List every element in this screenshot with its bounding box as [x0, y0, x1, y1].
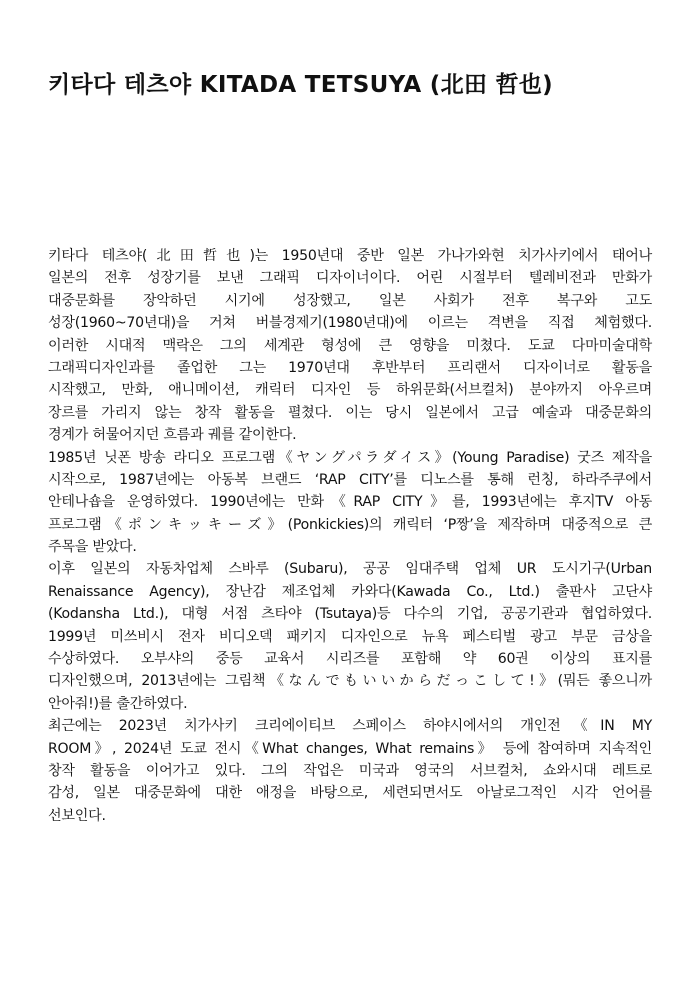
body-line: 1985년 닛폰 방송 라디오 프로그램《ヤングパラダイス》(Young Paradise) 굿즈 제작을	[48, 449, 652, 466]
body-line: Renaissance Agency), 장난감 제조업체 카와다(Kawada Co., Ltd.) 출판사 고단샤	[48, 583, 652, 600]
body-line: 안테나숍을 운영하였다. 1990년에는 만화《RAP CITY》를, 1993년에는 후지TV 아동	[48, 494, 652, 511]
body-line: 프로그램《ポンキッキーズ》(Ponkickies)의 캐릭터 ‘P짱’을 제작하며 대중적으로 큰	[48, 516, 652, 533]
body-line: 성장(1960~70년대)을 거쳐 버블경제기(1980년대)에 이르는 격변을 직접 체험했다.	[48, 315, 652, 332]
body-line: 이후 일본의 자동차업체 스바루 (Subaru), 공공 임대주택 업체 UR 도시기구(Urban	[48, 561, 652, 578]
body-line: 장르를 가리지 않는 창작 활동을 펼쳤다. 이는 당시 일본에서 고급 예술과 대중문화의	[48, 404, 652, 421]
body-line: ROOM》, 2024년 도쿄 전시《What changes, What remains》 등에 참여하며 지속적인	[48, 740, 652, 757]
body-line: 감성, 일본 대중문화에 대한 애정을 바탕으로, 세련되면서도 아날로그적인 시각 언어를	[48, 785, 652, 802]
body-line: 1999년 미쓰비시 전자 비디오덱 패키지 디자인으로 뉴욕 페스티벌 광고 부문 금상을	[48, 628, 652, 645]
body-line: 수상하였다. 오부샤의 중등 교육서 시리즈를 포함해 약 60권 이상의 표지를	[48, 651, 652, 668]
body-line: 창작 활동을 이어가고 있다. 그의 작업은 미국과 영국의 서브컬처, 쇼와시대 레트로	[48, 762, 652, 779]
body-line: 그래픽디자인과를 졸업한 그는 1970년대 후반부터 프리랜서 디자이너로 활동을	[48, 359, 652, 376]
body-line: 선보인다.	[48, 807, 106, 824]
body-line: 최근에는 2023년 치가사키 크리에이티브 스페이스 하야시에서의 개인전《IN MY	[48, 718, 652, 735]
body-line: 시작으로, 1987년에는 아동복 브랜드 ‘RAP CITY’를 디노스를 통해 런칭, 하라주쿠에서	[48, 471, 652, 488]
body-line: 경계가 허물어지던 흐름과 궤를 같이한다.	[48, 427, 297, 444]
body-line: 디자인했으며, 2013년에는 그림책《なんでもいいからだっこして!》(뭐든 좋으니까	[48, 673, 652, 690]
page-title: 키타다 테츠야 KITADA TETSUYA (北田 哲也)	[48, 72, 553, 98]
body-line: 시작했고, 만화, 애니메이션, 캐릭터 디자인 등 하위문화(서브컬처) 분야까지 아우르며	[48, 382, 652, 399]
body-line: 안아줘!)를 출간하였다.	[48, 695, 188, 712]
body-line: (Kodansha Ltd.), 대형 서점 츠타야 (Tsutaya)등 다수의 기업, 공공기관과 협업하였다.	[48, 606, 652, 623]
body-line: 대중문화를 장악하던 시기에 성장했고, 일본 사회가 전후 복구와 고도	[48, 292, 652, 309]
body-line: 주목을 받았다.	[48, 539, 137, 556]
body-line: 이러한 시대적 맥락은 그의 세계관 형성에 큰 영향을 미쳤다. 도쿄 다마미술대학	[48, 337, 652, 354]
body-line: 키타다 테츠야(北田哲也)는 1950년대 중반 일본 가나가와현 치가사키에서 태어나	[48, 248, 652, 264]
biography-body	[48, 245, 652, 827]
body-line: 일본의 전후 성장기를 보낸 그래픽 디자이너이다. 어린 시절부터 텔레비전과 만화가	[48, 270, 652, 287]
